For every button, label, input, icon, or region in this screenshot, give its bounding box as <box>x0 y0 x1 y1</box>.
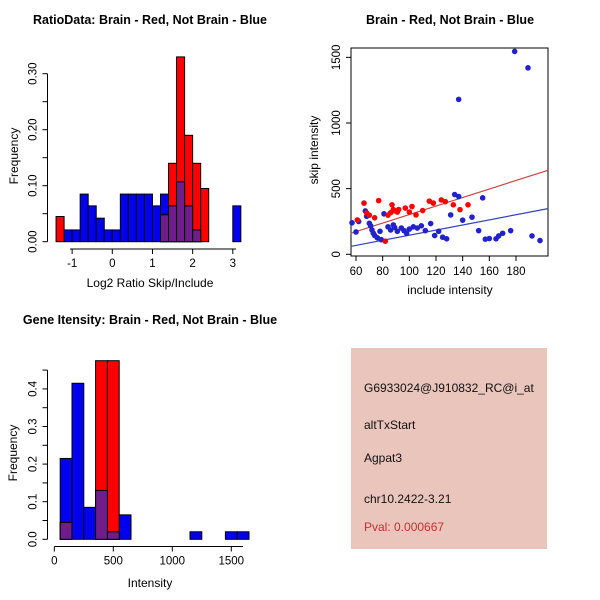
x-tick-label: 0 <box>51 555 58 568</box>
x-tick-label: 100 <box>399 266 419 278</box>
y-tick-label: 0.0 <box>27 531 40 548</box>
y-tick-label: 0.3 <box>27 418 40 435</box>
scatter-point-notbrain <box>500 230 506 236</box>
y-tick-label: 0.4 <box>27 380 40 397</box>
y-tick-label: 0.2 <box>27 456 40 473</box>
hist-bar-notbrain <box>72 383 84 539</box>
x-tick-label: 120 <box>426 266 446 278</box>
x-tick-label: 80 <box>376 266 390 278</box>
scatter-point-notbrain <box>525 65 531 71</box>
y-tick-label: 0 <box>331 251 343 258</box>
scatter-point-brain <box>407 209 413 215</box>
hist-bar-overlap <box>107 532 119 540</box>
x-tick-label: 0 <box>109 258 116 270</box>
scatter-point-brain <box>413 212 419 218</box>
x-tick-label: 500 <box>103 555 123 568</box>
gene-intensity-histogram-plot <box>0 300 300 600</box>
pval-text: Pval: 0.000667 <box>364 520 445 534</box>
scatter-point-brain <box>376 198 382 204</box>
panel-gene-intensity-histogram <box>0 300 300 600</box>
x-tick-label: -1 <box>67 258 78 270</box>
y-tick-label: 500 <box>331 179 343 199</box>
y-tick-label: 0.1 <box>27 493 40 510</box>
x-tick-label: 1000 <box>159 555 186 568</box>
scatter-point-notbrain <box>349 220 355 226</box>
scatter-point-notbrain <box>487 236 493 242</box>
hist-bar-notbrain <box>144 194 152 242</box>
x-tick-label: 2 <box>189 258 196 270</box>
hist-bar-notbrain <box>190 532 202 540</box>
ratio-histogram-xlabel: Log2 Ratio Skip/Include <box>86 276 214 290</box>
scatter-point-brain <box>361 200 367 206</box>
hist-bar-overlap <box>177 182 185 242</box>
panel-info <box>300 300 600 600</box>
scatter-point-notbrain <box>436 229 442 235</box>
scatter-point-notbrain <box>419 223 425 229</box>
scatter-point-notbrain <box>456 97 462 103</box>
y-tick-label: 0.00 <box>27 230 40 253</box>
hist-bar-overlap <box>185 206 193 242</box>
panel-ratio-histogram <box>0 0 300 300</box>
scatter-point-notbrain <box>476 228 482 234</box>
hist-bar-notbrain <box>233 206 241 242</box>
scatter-point-notbrain <box>469 214 475 220</box>
scatter-title: Brain - Red, Not Brain - Blue <box>365 13 535 27</box>
scatter-point-brain <box>465 202 471 208</box>
hist-bar-notbrain <box>84 507 96 539</box>
scatter-point-notbrain <box>508 228 514 234</box>
y-tick-label: 0.10 <box>27 174 40 197</box>
hist-bar-notbrain <box>237 532 249 540</box>
scatter-point-brain <box>367 212 373 218</box>
scatter-point-notbrain <box>512 49 518 55</box>
x-tick-label: 1500 <box>218 555 245 568</box>
y-tick-label: 0.20 <box>27 118 40 141</box>
scatter-point-notbrain <box>456 194 462 200</box>
scatter-point-brain <box>355 217 361 223</box>
gene-histogram-ylabel: Frequency <box>6 424 20 482</box>
scatter-point-brain <box>420 208 426 214</box>
scatter-point-brain <box>372 215 378 221</box>
x-tick-label: 1 <box>149 258 156 270</box>
x-tick-label: 60 <box>349 266 363 278</box>
scatter-point-brain <box>389 202 395 208</box>
scatter-point-notbrain <box>480 195 486 201</box>
hist-bar-notbrain <box>96 218 104 242</box>
scatter-point-brain <box>383 238 389 244</box>
scatter-point-notbrain <box>444 236 450 242</box>
x-tick-label: 180 <box>506 266 526 278</box>
plot-box <box>351 48 548 256</box>
scatter-ylabel: skip intensity <box>307 115 321 185</box>
y-tick-label: 1500 <box>331 44 343 71</box>
hist-bar-notbrain <box>72 230 80 242</box>
event-type: altTxStart <box>364 418 416 432</box>
hist-bar-notbrain <box>104 230 112 242</box>
hist-bar-overlap <box>169 206 177 242</box>
hist-bar-brain <box>201 189 209 242</box>
y-tick-label: 1000 <box>331 110 343 136</box>
info-box <box>351 348 547 549</box>
hist-bar-notbrain <box>128 194 136 242</box>
scatter-point-notbrain <box>428 221 434 227</box>
hist-bar-notbrain <box>152 206 160 242</box>
probe-id: G6933024@J910832_RC@i_at <box>364 381 534 395</box>
locus: chr10.2422-3.21 <box>364 492 452 506</box>
scatter-point-notbrain <box>529 233 535 239</box>
scatter-point-brain <box>443 199 449 205</box>
hist-bar-notbrain <box>120 194 128 242</box>
scatter-point-brain <box>457 207 463 213</box>
scatter-xlabel: include intensity <box>407 283 493 297</box>
ratio-histogram-ylabel: Frequency <box>7 127 21 185</box>
hist-bar-overlap <box>161 215 169 242</box>
scatter-point-notbrain <box>537 238 543 244</box>
intensity-scatter-plot <box>300 0 600 300</box>
hist-bar-notbrain <box>136 194 144 242</box>
x-tick-label: 160 <box>479 266 499 278</box>
hist-bar-overlap <box>96 490 108 539</box>
scatter-point-brain <box>403 205 409 211</box>
y-tick-label: 0.30 <box>27 62 40 85</box>
panel-intensity-scatter <box>300 0 600 300</box>
hist-bar-brain <box>56 217 64 242</box>
scatter-point-notbrain <box>423 228 429 234</box>
hist-bar-notbrain <box>119 515 131 539</box>
gene-histogram-xlabel: Intensity <box>127 576 173 590</box>
ratio-histogram-title: RatioData: Brain - Red, Not Brain - Blue <box>32 13 268 27</box>
scatter-point-notbrain <box>448 212 454 218</box>
gene-histogram-title: Gene Itensity: Brain - Red, Not Brain - Blue <box>22 313 278 327</box>
scatter-point-notbrain <box>460 217 466 223</box>
scatter-point-brain <box>451 202 457 208</box>
scatter-point-notbrain <box>432 233 438 239</box>
hist-bar-brain <box>107 361 119 540</box>
ratio-histogram-plot <box>0 0 300 300</box>
scatter-point-brain <box>409 204 415 210</box>
x-tick-label: 140 <box>453 266 473 278</box>
hist-bar-notbrain <box>64 230 72 242</box>
scatter-point-brain <box>396 207 402 213</box>
hist-bar-notbrain <box>112 230 120 242</box>
hist-bar-notbrain <box>80 194 88 242</box>
hist-bar-overlap <box>60 522 72 539</box>
scatter-point-notbrain <box>377 229 383 235</box>
hist-bar-notbrain <box>225 532 237 540</box>
gene-name: Agpat3 <box>364 451 403 465</box>
x-tick-label: 3 <box>229 258 237 270</box>
scatter-point-notbrain <box>353 229 359 235</box>
scatter-point-brain <box>431 200 437 206</box>
hist-bar-overlap <box>193 230 201 242</box>
hist-bar-notbrain <box>88 206 96 242</box>
